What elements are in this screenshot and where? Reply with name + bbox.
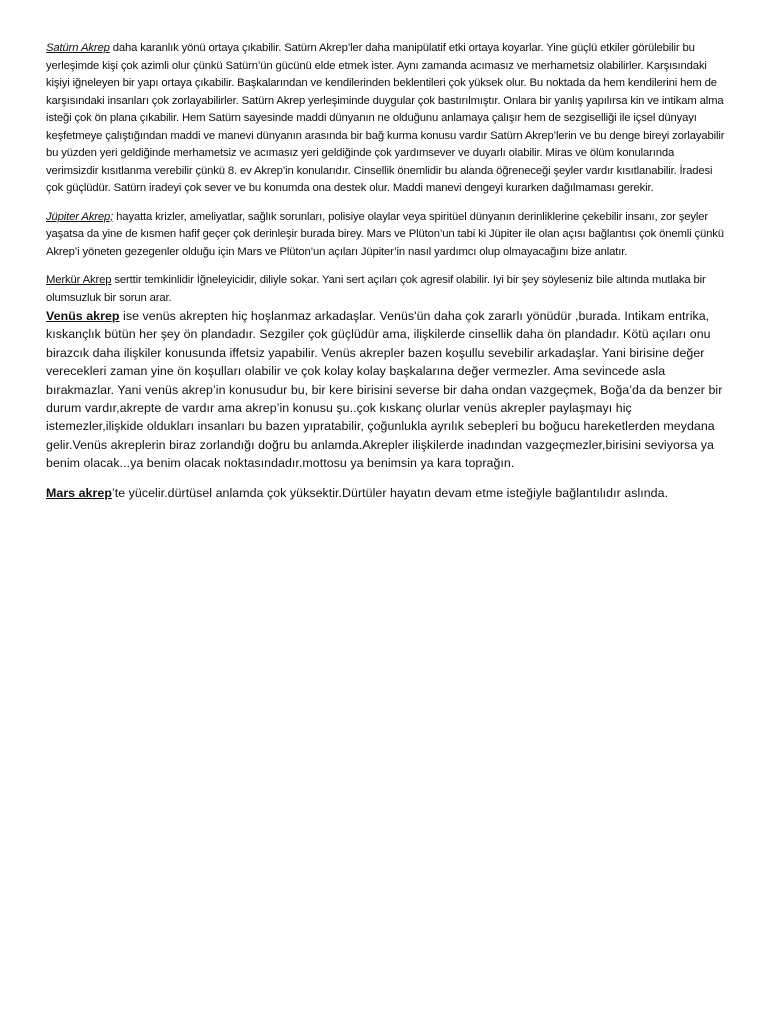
merkur-akrep-heading: Merkür Akrep: [46, 274, 112, 286]
venus-akrep-text: ise venüs akrepten hiç hoşlanmaz arkadaşlar. Venüs'ün daha çok zararlı yönüdür ,burada. Intikam entrika, kıskançlık bütün her şey ön plandadır. Sezgiler çok güçlüdür ama, ilişkilerde cinsellik daha ön plandadır. Kötü açıları onu birazcık daha ilişkiler konusunda iffetsiz yapabilir. Venüs akrepler bazen koşullu sevebilir arkadaşlar. Yani birisine değer verecekleri zaman yine ön koşulları olabilir ve çok kolay kolay başkalarına değer vermezler. Ama sevincede asla bırakmazlar. Yani venüs akrep’in konusudur bu, bir kere birisini severse bir daha ondan vazgeçmek, Boğa’da da benzer bir durum vardır,akrepte de vardır ama akrep’in konusu şu..çok kıskanç olurlar venüs akrepler paylaşmayı hiç istemezler,ilişkide oldukları insanları bu bazen yıpratabilir, çoğunlukla ayrılık sebepleri bu boğucu hareketlerden meydana gelir.Venüs akreplerin biraz zorlandığı doğru bu anlamda.Akrepler ilişkilerde inadından vazgeçmezler,birisini seviyorsa ya benim olacak...ya benim olacak noktasındadır.mottosu ya benimsin ya kara toprağın.: [46, 309, 723, 471]
mars-akrep-heading: Mars akrep: [46, 485, 112, 500]
jupiter-akrep-text: hayatta krizler, ameliyatlar, sağlık sorunları, polisiye olaylar veya spiritüel dünyanın derinliklerine çekebilir insanı, zor şeyler yaşatsa da yine de kısmen hafif geçer çok derinleşir burada birey. Mars ve Plüton’un tabi ki Jüpiter ile olan açısı bağlantısı çok önemli çünkü Akrep’i yöneten gezegenler olduğu için Mars ve Plüton’un açıları Jüpiter’in nasıl yardımcı olup olmayacağını bize anlatır.: [46, 210, 724, 258]
jupiter-akrep-paragraph: [46, 209, 726, 262]
jupiter-akrep-heading: Jüpiter Akrep;: [46, 210, 114, 223]
document-page: [46, 40, 726, 513]
venus-akrep-paragraph: [46, 307, 726, 473]
saturn-akrep-text: daha karanlık yönü ortaya çıkabilir. Satürn Akrep’ler daha manipülatif etki ortaya koyarlar. Yine güçlü etkiler görülebilir bu yerleşimde kişi çok azimli olur çünkü Satürn’ün gücünü elde etmek ister. Aynı zamanda acımasız ve merhametsiz olabilirler. Karşısındaki kişiyi iğneleyen bir yapı ortaya çıkabilir. Başkalarından ve kendilerinden beklentileri çok yüksek olur. Bu noktada da hem kendilerini hem de karşısındaki insanları çok zorlayabilirler. Satürn Akrep yerleşiminde duygular çok bastırılmıştır. Onlara bir yanlış yapılırsa kin ve intikam alma isteği çok ön plana çıkabilir. Hem Satürn sayesinde maddi dünyanın ne olduğunu anlamaya çalışır hem de sezgiselliği ile içsel dünyayı keşfetmeye çalıştığından maddi ve manevi dünyanın arasında bir bağ kurma konusu vardır Satürn Akrep’lerin ve bu denge bireyi zorlayabilir bu yüzden yeri geldiğinde merhametsiz ve acımasız yeri geldiğinde çok yardımsever ve duyarlı olabilir. Miras ve ölüm konularında verimsizdir kısıtlanma verebilir çünkü 8. ev Akrep’in konularıdır. Cinsellik önemlidir bu alanda öğreneceği şeyler vardır kısıtlanabilir. İradesi çok güçlüdür. Satürn iradeyi çok sever ve bu konumda ona destek olur. Maddi manevi dengeyi kurarken dağılmaması gerekir.: [46, 42, 725, 194]
merkur-akrep-paragraph: [46, 272, 726, 307]
saturn-akrep-paragraph: [46, 40, 726, 198]
mars-akrep-text: ’te yücelir.dürtüsel anlamda çok yüksektir.Dürtüler hayatın devam etme isteğiyle bağlantılıdır aslında.: [111, 485, 669, 500]
saturn-akrep-heading: Satürn Akrep: [46, 42, 110, 54]
merkur-akrep-text: serttir temkinlidir İğneleyicidir, diliyle sokar. Yani sert açıları çok agresif olabilir. Iyi bir şey söyleseniz bile altında mutlaka bir olumsuzluk bir sorun arar.: [46, 274, 706, 304]
mars-akrep-paragraph: [46, 484, 726, 502]
venus-akrep-heading: Venüs akrep: [46, 309, 120, 323]
